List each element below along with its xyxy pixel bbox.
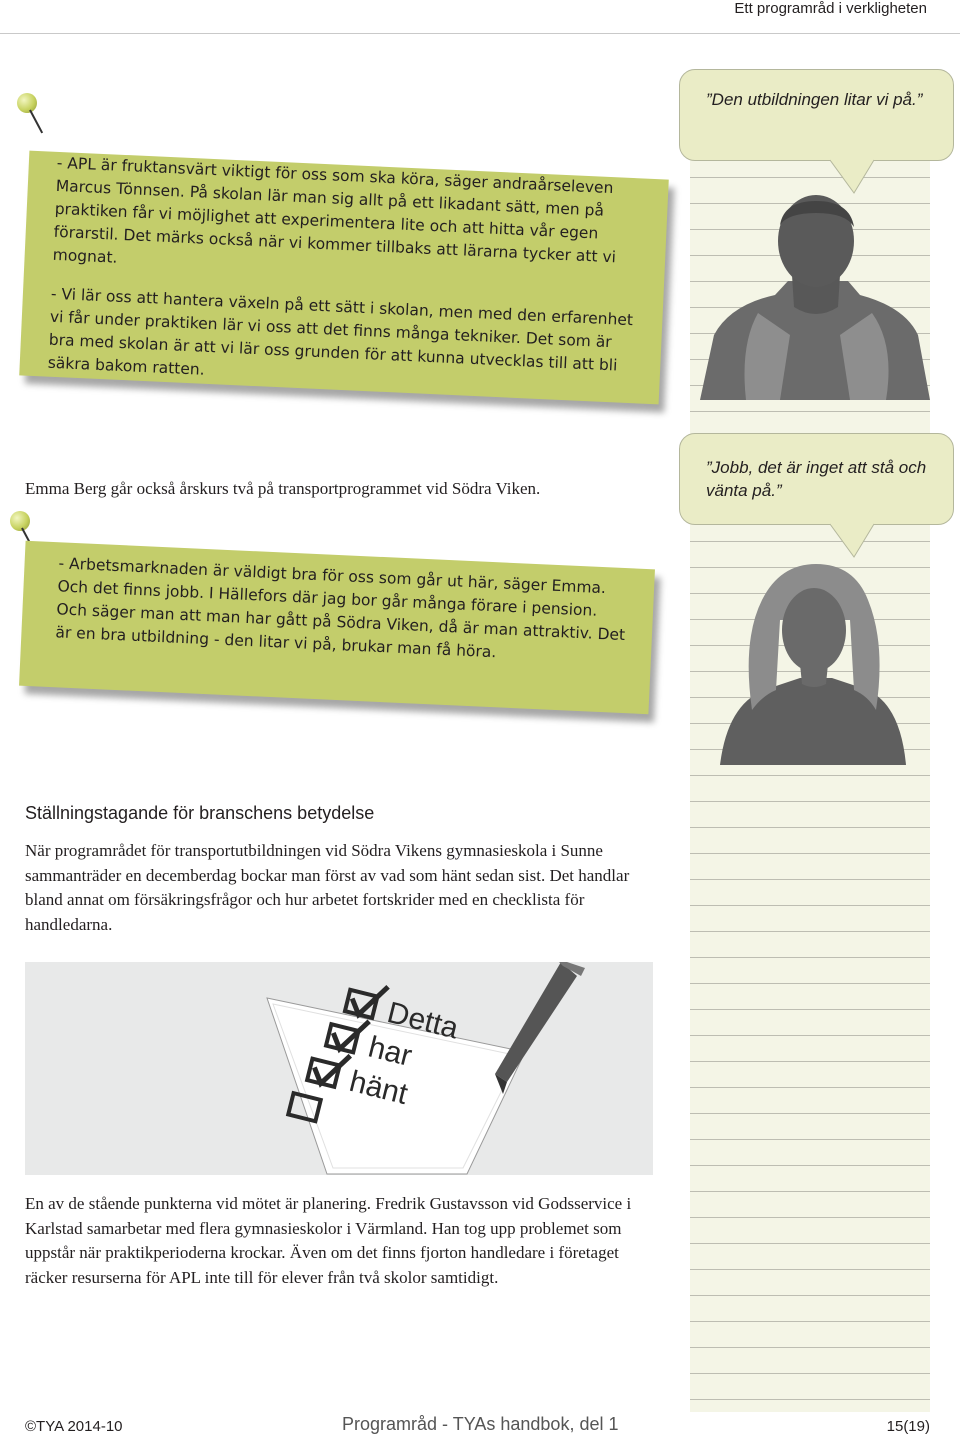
pen-icon — [495, 962, 585, 1094]
speech-bubble-marcus — [679, 69, 954, 161]
header-divider — [0, 33, 960, 34]
footer-copyright: ©TYA 2014-10 — [25, 1418, 123, 1435]
speech-bubble-tail-emma — [830, 523, 880, 559]
footer-page-number: 15 — [886, 1418, 904, 1435]
quote-card-emma — [19, 541, 655, 714]
header-title: Ett programråd i verkligheten — [734, 0, 927, 17]
section-paragraph-2: En av de stående punkterna vid mötet är planering. Fredrik Gustavsson vid Godsservice i Karlstad samarbetar med flera gymnasieskolor i Värmland. Han tog upp problemet som uppstår när praktikperioderna krockar. Även om det finns fjorton handledare i företaget räcker resurserna för APL inte till för elever från två skolor samtidigt. — [25, 1194, 632, 1287]
pushpin-needle — [29, 110, 43, 134]
pushpin-icon — [17, 93, 37, 113]
checklist-word-3: hänt — [346, 1064, 411, 1112]
footer-title: Programråd - TYAs handbok, del 1 — [342, 1414, 619, 1434]
quote-emma-paragraph-1: - Arbetsmarknaden är väldigt bra för oss som går ut här, säger Emma. Och det finns jobb. I Hällefors där jag bor går många förare i pension. Och säger man att man har gått på Södra Viken, då är man attraktiv. Det är en bra utbildning - den litar vi på, brukar man få höra. — [55, 554, 626, 662]
section-heading: Ställningstagande för branschens betydelse — [25, 803, 375, 823]
footer-page — [887, 1418, 930, 1435]
man-silhouette-icon — [700, 195, 930, 400]
quote-marcus-paragraph-2: - Vi lär oss att hantera växeln på ett sätt i skolan, men med den erfarenhet vi får under praktiken lär vi oss att det finns många tekniker. Det som är bra med skolan är att vi lär oss grunden för att kunna utvecklas till att bli säkra bakom ratten. — [47, 284, 634, 379]
quote-marcus-paragraph-1: - APL är fruktansvärt viktigt för oss som ska köra, säger andraårseleven Marcus Tönnsen. På skolan lär man sig allt på ett likadant sätt, men på praktiken får vi möjlighet att experimentera lite och att hitta vår egen förarstil. Det märks också när vi kommer tillbaks att lärarna tycker att vi mognat. — [52, 153, 617, 267]
woman-silhouette-icon — [700, 560, 930, 765]
quote-card-marcus — [19, 151, 669, 405]
section-paragraph-1: När programrådet för transportutbildningen vid Södra Vikens gymnasieskola i Sunne sammanträder en decemberdag bockar man först av vad som hänt sedan sist. Det handlar bland annat om försäkringsfrågor och hur arbetet fortskrider med en checklista för handledarna. — [25, 841, 630, 934]
speech-bubble-emma — [679, 433, 954, 525]
checklist-word-1: Detta — [383, 996, 462, 1046]
checklist-paper-icon — [25, 962, 653, 1175]
emma-intro: Emma Berg går också årskurs två på transportprogrammet vid Södra Viken. — [25, 479, 541, 498]
bubble-quote-marcus: ”Den utbildningen litar vi på.” — [706, 90, 923, 109]
bubble-quote-emma: ”Jobb, det är inget att stå och vänta på.” — [706, 458, 927, 500]
checklist-word-2: har — [365, 1030, 416, 1074]
speech-bubble-tail-marcus — [830, 159, 880, 195]
footer-page-total: (19) — [903, 1418, 930, 1435]
page-footer — [0, 1406, 960, 1446]
